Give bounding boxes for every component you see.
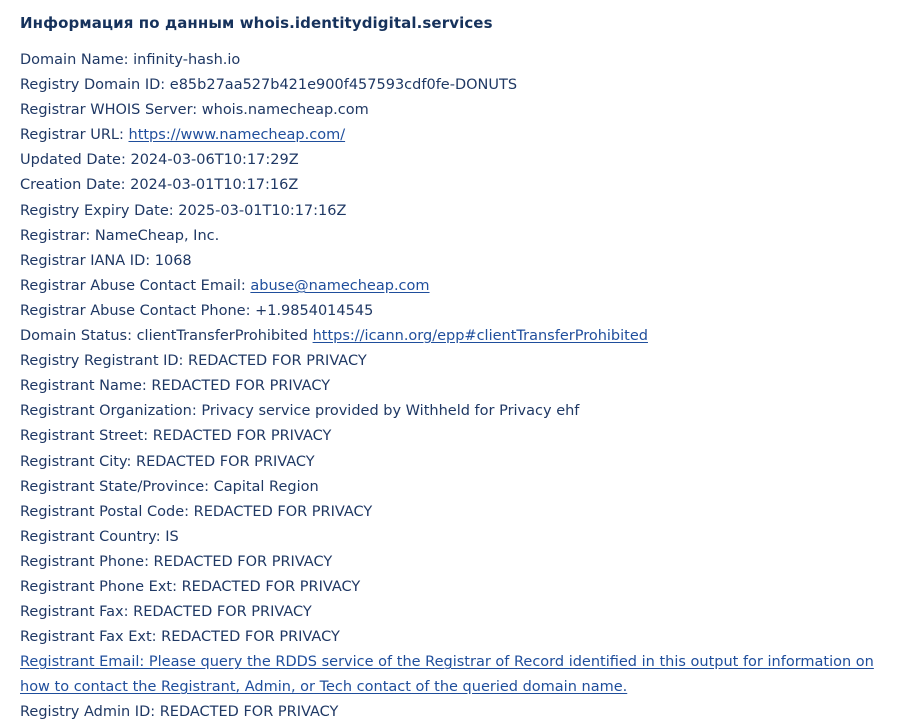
whois-line-text: Registrant Street: REDACTED FOR PRIVACY — [20, 428, 332, 445]
whois-line-link[interactable]: abuse@namecheap.com — [250, 277, 430, 294]
whois-line-text: Registry Admin ID: REDACTED FOR PRIVACY — [20, 704, 339, 721]
whois-line-text: Registrant State/Province: Capital Region — [20, 478, 319, 495]
whois-line-text: Registrant Organization: Privacy service provided by Withheld for Privacy ehf — [20, 403, 580, 420]
whois-line — [20, 424, 888, 449]
whois-line-text: Registry Domain ID: e85b27aa527b421e900f457593cdf0fe-DONUTS — [20, 77, 518, 94]
whois-line-label: Registrar Abuse Contact Email: — [20, 277, 251, 294]
whois-line-text: Updated Date: 2024-03-06T10:17:29Z — [20, 152, 299, 169]
whois-line-text: Registrant Postal Code: REDACTED FOR PRIVACY — [20, 503, 373, 520]
whois-line — [20, 500, 888, 525]
whois-line — [20, 123, 888, 148]
whois-line — [20, 575, 888, 600]
whois-record-text — [20, 48, 888, 726]
whois-line-link[interactable]: https://www.namecheap.com/ — [128, 127, 346, 144]
whois-line — [20, 299, 888, 324]
whois-line-text: Registrar: NameCheap, Inc. — [20, 227, 220, 244]
whois-line-text: Registrar WHOIS Server: whois.namecheap.com — [20, 102, 369, 119]
whois-line-text: Registrar IANA ID: 1068 — [20, 252, 192, 269]
whois-line — [20, 274, 888, 299]
whois-line — [20, 148, 888, 173]
whois-line-text: Registry Registrant ID: REDACTED FOR PRIVACY — [20, 353, 367, 370]
whois-line-label: Registrar URL: — [20, 127, 129, 144]
whois-line — [20, 249, 888, 274]
whois-line-label: Domain Status: clientTransferProhibited — [20, 328, 313, 345]
whois-line — [20, 349, 888, 374]
whois-line — [20, 600, 888, 625]
whois-line — [20, 73, 888, 98]
whois-line — [20, 224, 888, 249]
whois-line-text: Registrant Fax Ext: REDACTED FOR PRIVACY — [20, 629, 340, 646]
whois-line — [20, 98, 888, 123]
whois-line-text: Registrant Phone Ext: REDACTED FOR PRIVACY — [20, 578, 361, 595]
whois-line-link[interactable]: https://icann.org/epp#clientTransferProhibited — [312, 328, 648, 345]
whois-line — [20, 199, 888, 224]
whois-line-text: Registrant Country: IS — [20, 528, 179, 545]
whois-line — [20, 374, 888, 399]
whois-line — [20, 475, 888, 500]
whois-line — [20, 48, 888, 73]
whois-line-text: Registrar Abuse Contact Phone: +1.9854014545 — [20, 302, 374, 319]
whois-line — [20, 324, 888, 349]
whois-line — [20, 650, 888, 700]
whois-line — [20, 550, 888, 575]
whois-line — [20, 700, 888, 725]
page-title: Информация по данным whois.identitydigital.services — [20, 14, 493, 32]
whois-line — [20, 625, 888, 650]
whois-line-text: Creation Date: 2024-03-01T10:17:16Z — [20, 177, 299, 194]
whois-line-text: Registrant Fax: REDACTED FOR PRIVACY — [20, 604, 312, 621]
whois-line-link[interactable]: Registrant Email: Please query the RDDS service of the Registrar of Record identified in this output for information on how to contact the Registrant, Admin, or Tech contact of the queried domain name. — [20, 654, 874, 696]
whois-line-text: Registrant City: REDACTED FOR PRIVACY — [20, 453, 315, 470]
whois-line-text: Registry Expiry Date: 2025-03-01T10:17:16Z — [20, 202, 347, 219]
whois-line — [20, 525, 888, 550]
whois-line-text: Registrant Name: REDACTED FOR PRIVACY — [20, 378, 331, 395]
whois-line — [20, 173, 888, 198]
whois-line — [20, 399, 888, 424]
whois-line-text: Domain Name: infinity-hash.io — [20, 52, 241, 68]
whois-line-text: Registrant Phone: REDACTED FOR PRIVACY — [20, 553, 333, 570]
whois-line — [20, 450, 888, 475]
